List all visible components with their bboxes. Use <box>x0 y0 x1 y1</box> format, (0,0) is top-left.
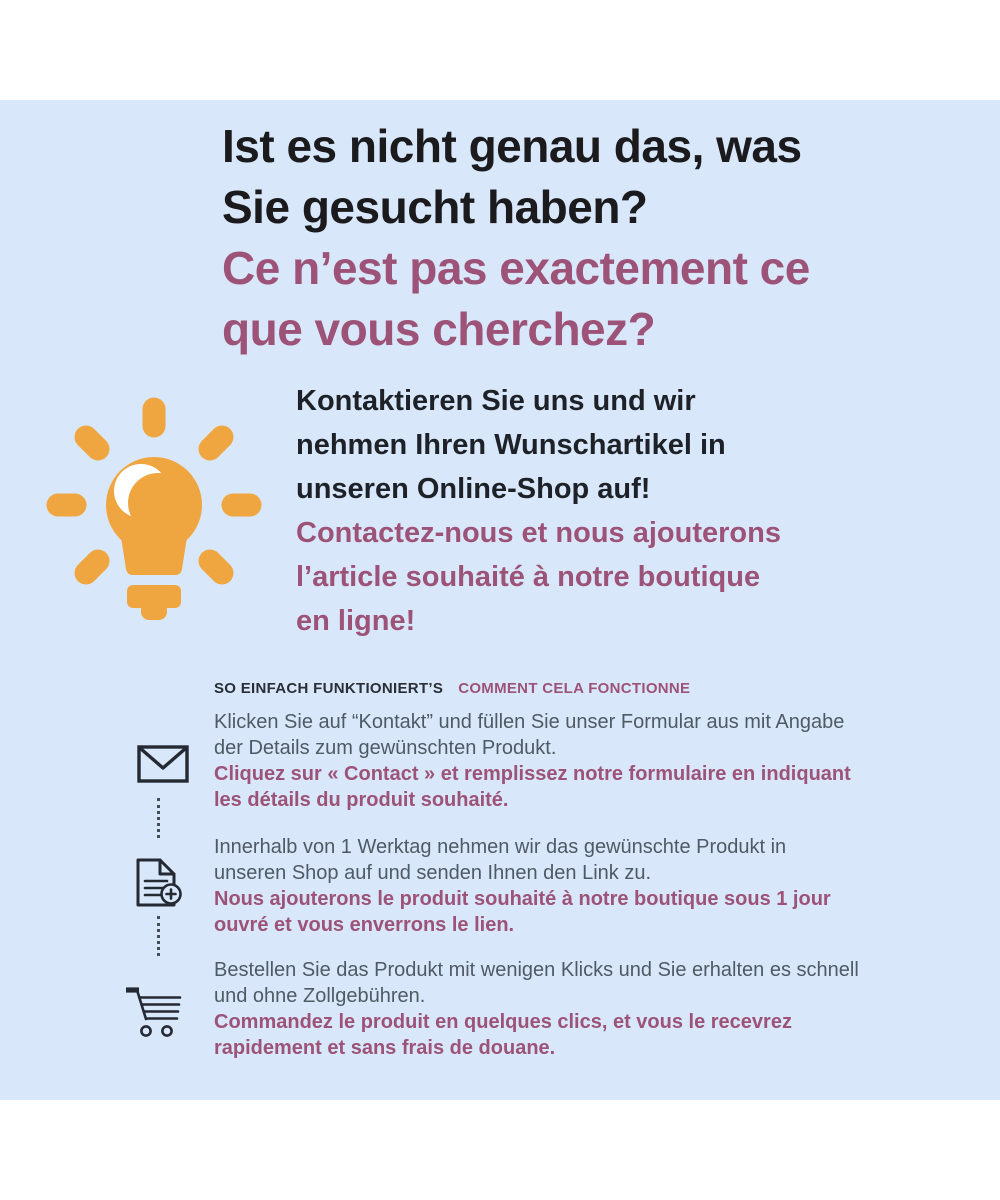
shopping-cart-icon <box>124 986 188 1045</box>
step-1-fr-line-2: les détails du produit souhaité. <box>214 789 509 811</box>
step-2-de-line-2: unseren Shop auf und senden Ihnen den Link zu. <box>214 862 652 884</box>
headline-fr-line-2: que vous cherchez? <box>222 303 656 355</box>
how-it-works-label-de: SO EINFACH FUNKTIONIERT’S <box>214 680 444 697</box>
how-it-works-header <box>214 680 690 697</box>
intro-fr-line-2: l’article souhaité à notre boutique <box>296 561 761 593</box>
headline-de-line-1: Ist es nicht genau das, was <box>222 120 802 172</box>
step-3-de-line-2: und ohne Zollgebühren. <box>214 985 426 1007</box>
intro-de-line-2: nehmen Ihren Wunschartikel in <box>296 429 726 461</box>
step-2-text <box>214 834 831 938</box>
envelope-icon <box>137 745 189 788</box>
headline-de-line-2: Sie gesucht haben? <box>222 181 648 233</box>
step-2-fr-line-1: Nous ajouterons le produit souhaité à notre boutique sous 1 jour <box>214 888 831 910</box>
intro-fr-line-3: en ligne! <box>296 605 416 637</box>
intro-text <box>296 379 781 643</box>
step-3-fr-line-2: rapidement et sans frais de douane. <box>214 1037 556 1059</box>
step-1-de-line-2: der Details zum gewünschten Produkt. <box>214 737 557 759</box>
lightbulb-icon <box>44 393 264 625</box>
dotted-connector-2 <box>157 916 160 956</box>
intro-de-line-3: unseren Online-Shop auf! <box>296 473 651 505</box>
step-1-fr-line-1: Cliquez sur « Contact » et remplissez notre formulaire en indiquant <box>214 763 851 785</box>
dotted-connector-1 <box>157 798 160 838</box>
document-add-icon <box>131 857 183 914</box>
step-1-de-line-1: Klicken Sie auf “Kontakt” und füllen Sie unser Formular aus mit Angabe <box>214 711 845 733</box>
step-2-de-line-1: Innerhalb von 1 Werktag nehmen wir das gewünschte Produkt in <box>214 836 787 858</box>
intro-de-line-1: Kontaktieren Sie uns und wir <box>296 385 696 417</box>
how-it-works-label-fr: COMMENT CELA FONCTIONNE <box>458 680 691 697</box>
step-2-fr-line-2: ouvré et vous enverrons le lien. <box>214 914 515 936</box>
intro-fr-line-1: Contactez-nous et nous ajouterons <box>296 517 781 549</box>
headline-fr-line-1: Ce n’est pas exactement ce <box>222 242 810 294</box>
info-panel <box>0 100 1000 1100</box>
step-3-fr-line-1: Commandez le produit en quelques clics, et vous le recevrez <box>214 1011 792 1033</box>
headline <box>222 116 810 360</box>
step-3-text <box>214 957 859 1061</box>
step-3-de-line-1: Bestellen Sie das Produkt mit wenigen Klicks und Sie erhalten es schnell <box>214 959 859 981</box>
step-1-text <box>214 709 851 813</box>
